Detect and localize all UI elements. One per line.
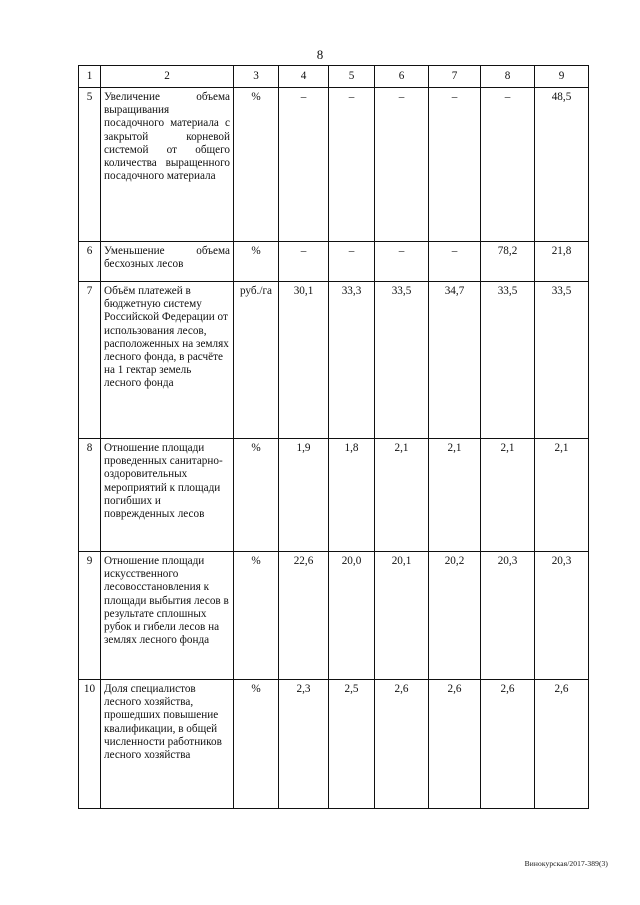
value-cell: 2,1 xyxy=(429,439,481,552)
value-cell: 21,8 xyxy=(535,242,589,282)
value-cell: 22,6 xyxy=(279,552,329,680)
value-cell: 33,3 xyxy=(329,282,375,439)
document-footer-code: Винокурская/2017-389(3) xyxy=(524,859,608,868)
value-cell: 33,5 xyxy=(375,282,429,439)
value-cell: – xyxy=(329,242,375,282)
table-row xyxy=(79,552,589,680)
value-cell: 1,8 xyxy=(329,439,375,552)
value-cell: – xyxy=(329,88,375,242)
row-number: 10 xyxy=(79,680,101,809)
value-cell: 2,1 xyxy=(375,439,429,552)
value-cell: 2,6 xyxy=(429,680,481,809)
value-cell: 48,5 xyxy=(535,88,589,242)
row-number: 7 xyxy=(79,282,101,439)
header-cell: 1 xyxy=(79,66,101,88)
indicator-name: Отношение площади искусственного лесовосстановления к площади выбытия лесов в результате сплошных рубок и гибели лесов на землях лесного фонда xyxy=(101,552,234,680)
header-cell: 7 xyxy=(429,66,481,88)
row-number: 6 xyxy=(79,242,101,282)
unit-cell: % xyxy=(234,552,279,680)
header-cell: 4 xyxy=(279,66,329,88)
unit-cell: % xyxy=(234,680,279,809)
value-cell: – xyxy=(375,242,429,282)
value-cell: 20,3 xyxy=(481,552,535,680)
header-cell: 6 xyxy=(375,66,429,88)
value-cell: 34,7 xyxy=(429,282,481,439)
table-row xyxy=(79,680,589,809)
value-cell: 20,2 xyxy=(429,552,481,680)
table-row xyxy=(79,439,589,552)
unit-cell: руб./га xyxy=(234,282,279,439)
indicator-name: Объём платежей в бюджетную систему Российской Федерации от использования лесов, расположенных на землях лесного фонда, в расчёте на 1 гектар земель лесного фонда xyxy=(101,282,234,439)
value-cell: 1,9 xyxy=(279,439,329,552)
value-cell: 78,2 xyxy=(481,242,535,282)
value-cell: 33,5 xyxy=(535,282,589,439)
header-cell: 5 xyxy=(329,66,375,88)
value-cell: – xyxy=(429,242,481,282)
header-cell: 2 xyxy=(101,66,234,88)
row-number: 8 xyxy=(79,439,101,552)
value-cell: 2,6 xyxy=(481,680,535,809)
indicator-name: Уменьшение объема бесхозных лесов xyxy=(101,242,234,282)
value-cell: 2,3 xyxy=(279,680,329,809)
value-cell: 2,6 xyxy=(375,680,429,809)
unit-cell: % xyxy=(234,439,279,552)
value-cell: – xyxy=(279,88,329,242)
unit-cell: % xyxy=(234,88,279,242)
header-cell: 9 xyxy=(535,66,589,88)
value-cell: – xyxy=(481,88,535,242)
value-cell: 2,1 xyxy=(481,439,535,552)
value-cell: 30,1 xyxy=(279,282,329,439)
value-cell: 20,1 xyxy=(375,552,429,680)
indicator-name: Отношение площади проведенных санитарно-оздоровительных мероприятий к площади погибших и поврежденных лесов xyxy=(101,439,234,552)
indicator-name: Увеличение объема выращивания посадочного материала с закрытой корневой системой от общего количества выращенного посадочного материала xyxy=(101,88,234,242)
value-cell: 33,5 xyxy=(481,282,535,439)
value-cell: – xyxy=(279,242,329,282)
unit-cell: % xyxy=(234,242,279,282)
page-number: 8 xyxy=(316,47,324,62)
header-row xyxy=(79,66,589,88)
value-cell: 2,5 xyxy=(329,680,375,809)
header-cell: 3 xyxy=(234,66,279,88)
value-cell: 2,6 xyxy=(535,680,589,809)
indicators-table xyxy=(78,65,589,809)
value-cell: 20,3 xyxy=(535,552,589,680)
table-row xyxy=(79,242,589,282)
value-cell: – xyxy=(429,88,481,242)
row-number: 9 xyxy=(79,552,101,680)
value-cell: 20,0 xyxy=(329,552,375,680)
value-cell: 2,1 xyxy=(535,439,589,552)
header-cell: 8 xyxy=(481,66,535,88)
table-row xyxy=(79,88,589,242)
table-row xyxy=(79,282,589,439)
row-number: 5 xyxy=(79,88,101,242)
indicator-name: Доля специалистов лесного хозяйства, прошедших повышение квалификации, в общей численности работников лесного хозяйства xyxy=(101,680,234,809)
value-cell: – xyxy=(375,88,429,242)
